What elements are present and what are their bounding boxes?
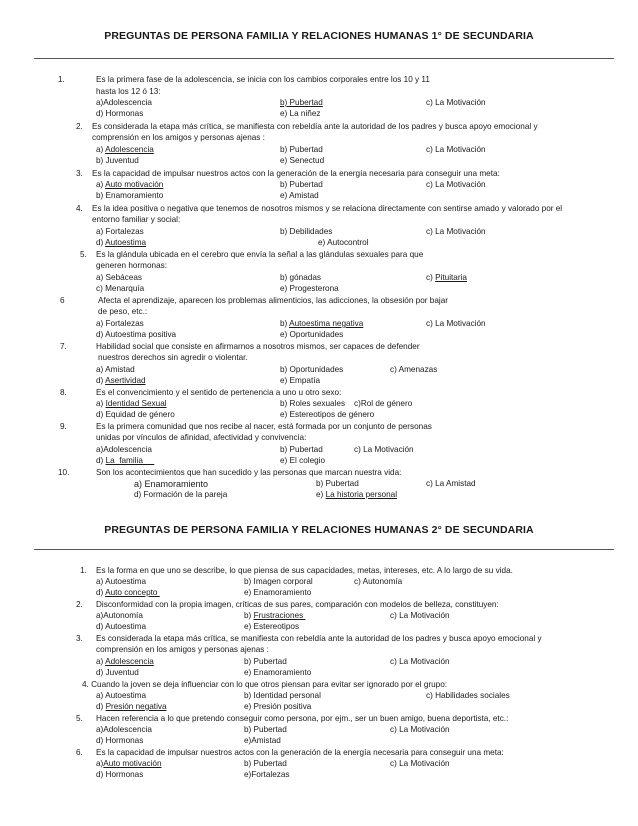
option-b: b) Pubertad bbox=[316, 479, 359, 488]
option-b: b) Pubertad bbox=[244, 759, 287, 768]
option-b: b) Autoestima negativa bbox=[280, 319, 364, 328]
option-c: c) La Motivación bbox=[390, 611, 450, 620]
option-b: b) Frustraciones bbox=[244, 611, 306, 620]
question-number: 6 bbox=[60, 296, 65, 305]
option-b: b) Pubertad bbox=[280, 145, 323, 154]
option-d: b) Juventud bbox=[96, 156, 139, 165]
option-e: e) La historia personal bbox=[316, 490, 398, 499]
option-d: d) Hormonas bbox=[96, 736, 144, 745]
option-a: a) Adolescencia bbox=[96, 657, 154, 666]
option-e: e) Enamoramiento bbox=[244, 668, 312, 677]
option-a: a)Adolescencia bbox=[96, 725, 152, 734]
option-b: b) Pubertad bbox=[280, 180, 323, 189]
option-a: a)Adolescencia bbox=[96, 445, 152, 454]
option-d: c) Menarquía bbox=[96, 284, 145, 293]
question-text: Es la capacidad de impulsar nuestros actos con la generación de la energía necesaria para conseguir una meta: bbox=[92, 169, 500, 178]
option-d: d) Hormonas bbox=[96, 770, 144, 779]
option-e: e) Presión positiva bbox=[244, 702, 312, 711]
option-b: b) Debilidades bbox=[280, 227, 333, 236]
option-d: d) Presión negativa bbox=[96, 702, 167, 711]
question-number: 7. bbox=[60, 342, 67, 351]
question-text: entorno familiar y social: bbox=[92, 215, 181, 224]
divider bbox=[34, 58, 614, 59]
option-a: a) Identidad Sexual bbox=[96, 399, 167, 408]
option-c: c)Rol de género bbox=[354, 399, 413, 408]
option-e: e) Autocontrol bbox=[318, 238, 369, 247]
option-a: a) Amistad bbox=[96, 365, 135, 374]
option-a: a) Adolescencia bbox=[96, 145, 154, 154]
option-a: a)Autonomía bbox=[96, 611, 143, 620]
question-number: 6. bbox=[76, 748, 83, 757]
option-e: e) Empatía bbox=[280, 376, 321, 385]
question-text: Es considerada la etapa más crítica, se manifiesta con rebeldía ante la autoridad de los padres y busca apoyo emocional y bbox=[96, 634, 542, 643]
option-b: b) Pubertad bbox=[244, 657, 287, 666]
question-text: Hacen referencia a lo que pretendo conseguir como persona, por ejm., ser un buen amigo, buena deportista, etc.: bbox=[96, 714, 509, 723]
option-e: e) Estereotipos bbox=[244, 622, 300, 631]
option-d: d) Formación de la pareja bbox=[134, 490, 228, 499]
option-b: b) Imagen corporal bbox=[244, 577, 313, 586]
option-c: c) La Motivación bbox=[354, 445, 414, 454]
question-text: comprensión en los amigos y personas ajenas : bbox=[96, 645, 269, 654]
option-c: c) La Motivación bbox=[390, 759, 450, 768]
option-e: e) Senectud bbox=[280, 156, 325, 165]
option-c: c) La Amistad bbox=[426, 479, 476, 488]
question-text: unidas por vínculos de afinidad, afectividad y convivencia: bbox=[96, 433, 307, 442]
question-text: generen hormonas: bbox=[96, 261, 168, 270]
option-e: e) Oportunidades bbox=[280, 330, 344, 339]
question-number: 9. bbox=[60, 422, 67, 431]
option-b: b) Pubertad bbox=[280, 98, 323, 107]
option-a: a) Fortalezas bbox=[96, 227, 144, 236]
option-d: d) Autoestima bbox=[96, 238, 147, 247]
option-a: a) Auto motivación bbox=[96, 180, 164, 189]
section-title: PREGUNTAS DE PERSONA FAMILIA Y RELACIONES HUMANAS 2° DE SECUNDARIA bbox=[104, 524, 534, 536]
option-e: e) El colegio bbox=[280, 456, 326, 465]
question-text: Es la forma en que uno se describe, lo que piensa de sus capacidades, metas, intereses, etc. A lo largo de su vida. bbox=[96, 566, 513, 575]
option-c: c) Habilidades sociales bbox=[426, 691, 510, 700]
option-e: e) Enamoramiento bbox=[244, 588, 312, 597]
option-d: d) Equidad de género bbox=[96, 410, 175, 419]
option-c: c) Pituitaria bbox=[426, 273, 467, 282]
question-text: Es la capacidad de impulsar nuestros actos con la generación de la energía necesaria para conseguir una meta: bbox=[96, 748, 504, 757]
option-c: c) Amenazas bbox=[390, 365, 438, 374]
option-d: d) Autoestima bbox=[96, 622, 147, 631]
option-d: d) Asertividad bbox=[96, 376, 146, 385]
option-b: b) Roles sexuales bbox=[280, 399, 346, 408]
option-e: e) Estereotipos de género bbox=[280, 410, 375, 419]
option-a: a) Autoestima bbox=[96, 691, 147, 700]
option-b: b) Oportunidades bbox=[280, 365, 344, 374]
question-text: Es la glándula ubicada en el cerebro que envía la señal a las glándulas sexuales para que bbox=[96, 250, 424, 259]
question-number: 5. bbox=[76, 714, 83, 723]
question-text: Es la primera comunidad que nos recibe al nacer, está formada por un conjunto de personas bbox=[96, 422, 432, 431]
option-d: d) Hormonas bbox=[96, 109, 144, 118]
question-text: Es el convencimiento y el sentido de pertenencia a uno u otro sexo: bbox=[96, 388, 342, 397]
question-number: 1. bbox=[80, 566, 87, 575]
option-c: c) La Motivación bbox=[390, 725, 450, 734]
option-c: c) La Motivación bbox=[426, 98, 486, 107]
question-text: Disconformidad con la propia imagen, críticas de sus pares, comparación con modelos de belleza, constituyen: bbox=[96, 600, 499, 609]
question-number: 2. bbox=[76, 600, 83, 609]
option-e: e) Progesterona bbox=[280, 284, 339, 293]
question-number: 4. bbox=[76, 204, 83, 213]
option-d: d) La familia bbox=[96, 456, 155, 465]
question-text: comprensión en los amigos y personas ajenas : bbox=[92, 133, 265, 142]
option-d: d) Auto concepto bbox=[96, 588, 160, 597]
question-text: Habilidad social que consiste en afirmarnos a nosotros mismos, ser capaces de defender bbox=[96, 342, 420, 351]
question-number: 3. bbox=[76, 169, 83, 178]
question-text: de peso, etc.: bbox=[98, 307, 148, 316]
question-number: 5. bbox=[80, 250, 87, 259]
question-text: Afecta el aprendizaje, aparecen los problemas alimenticios, las adicciones, la obsesión por bajar bbox=[98, 296, 448, 305]
option-c: c) La Motivación bbox=[426, 180, 486, 189]
option-a: a) Autoestima bbox=[96, 577, 147, 586]
option-a: a)Auto motivación bbox=[96, 759, 162, 768]
option-d: b) Enamoramiento bbox=[96, 191, 164, 200]
option-c: c) La Motivación bbox=[426, 227, 486, 236]
option-a: a) Sebáceas bbox=[96, 273, 142, 282]
question-number: 8. bbox=[60, 388, 67, 397]
question-text: 4. Cuando la joven se deja influenciar con lo que otros piensan para evitar ser ignorado por el grupo: bbox=[82, 680, 448, 689]
option-a: a) Enamoramiento bbox=[134, 479, 209, 489]
option-e: e)Amistad bbox=[244, 736, 281, 745]
divider bbox=[34, 549, 614, 550]
option-b: b) Identidad personal bbox=[244, 691, 321, 700]
question-text: Es la idea positiva o negativa que tenemos de nosotros mismos y se relaciona directamente con sentirse amado y valorado por el bbox=[92, 204, 563, 213]
question-text: nuestros derechos sin agredir o violentar. bbox=[98, 353, 248, 362]
option-a: a)Adolescencia bbox=[96, 98, 152, 107]
page-title: PREGUNTAS DE PERSONA FAMILIA Y RELACIONES HUMANAS 1° DE SECUNDARIA bbox=[104, 30, 534, 42]
option-d: d) Juventud bbox=[96, 668, 139, 677]
question-number: 2. bbox=[76, 122, 83, 131]
question-text: Es la primera fase de la adolescencia, se inicia con los cambios corporales entre los 10 y 11 bbox=[96, 75, 430, 84]
option-b: b) Pubertad bbox=[280, 445, 323, 454]
option-c: c) La Motivación bbox=[426, 319, 486, 328]
option-a: a) Fortalezas bbox=[96, 319, 144, 328]
option-e: e) La niñez bbox=[280, 109, 321, 118]
option-b: b) Pubertad bbox=[244, 725, 287, 734]
question-number: 1. bbox=[58, 75, 65, 84]
option-e: e)Fortalezas bbox=[244, 770, 290, 779]
question-number: 3. bbox=[76, 634, 83, 643]
option-c: c) La Motivación bbox=[426, 145, 486, 154]
option-d: d) Autoestima positiva bbox=[96, 330, 177, 339]
option-b: b) gónadas bbox=[280, 273, 321, 282]
question-number: 10. bbox=[58, 468, 70, 477]
option-e: e) Amistad bbox=[280, 191, 319, 200]
option-c: c) Autonomía bbox=[354, 577, 403, 586]
question-text: Son los acontecimientos que han sucedido y las personas que marcan nuestra vida: bbox=[96, 468, 402, 477]
option-c: c) La Motivación bbox=[390, 657, 450, 666]
question-text: Es considerada la etapa más crítica, se manifiesta con rebeldía ante la autoridad de los padres y busca apoyo emocional y bbox=[92, 122, 538, 131]
question-text: hasta los 12 ó 13: bbox=[96, 87, 161, 96]
